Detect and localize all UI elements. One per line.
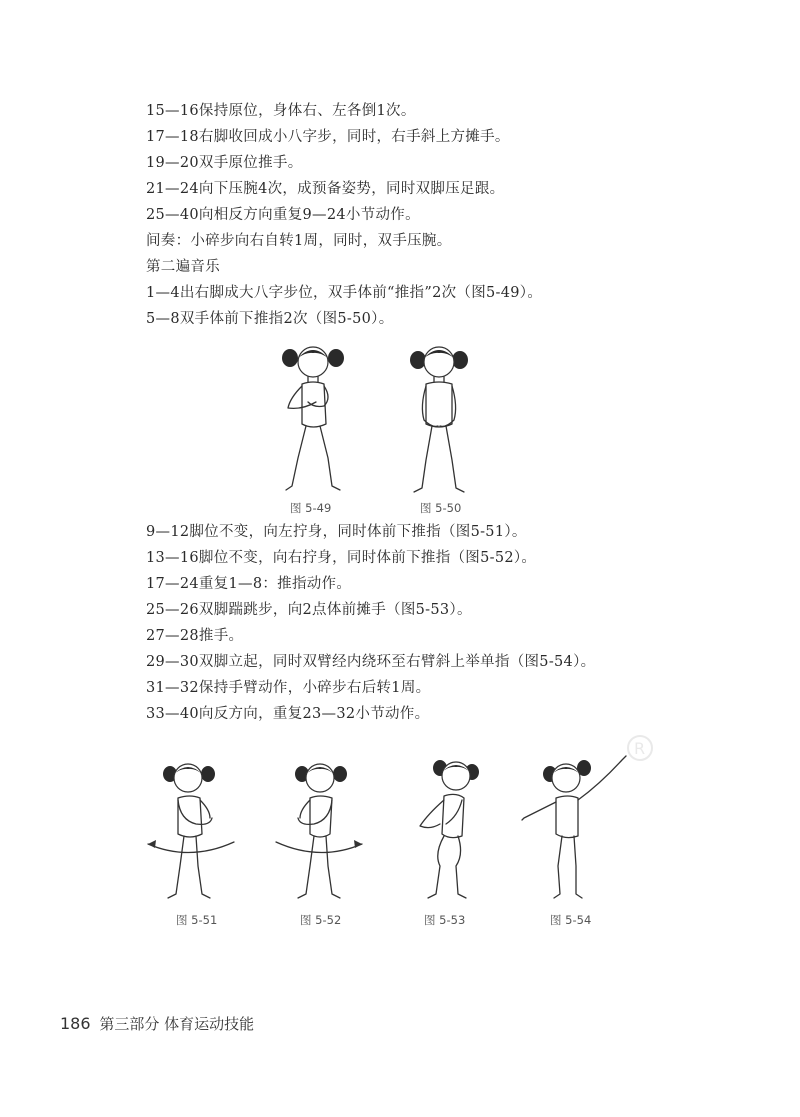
instruction-line: 31—32保持手臂动作，小碎步右后转1周。 (146, 680, 431, 696)
figure-5-49-illustration (268, 336, 358, 496)
instruction-list-part1 (146, 98, 746, 332)
figure-caption: 图 5-50 (420, 501, 462, 515)
figure-5-50-illustration (394, 336, 484, 496)
section-title: 第三部分 体育运动技能 (99, 1015, 255, 1033)
figure-5-51-illustration (140, 754, 240, 904)
instruction-line: 17—24重复1—8：推指动作。 (146, 576, 352, 592)
instruction-line: 15—16保持原位，身体右、左各倒1次。 (146, 103, 416, 119)
instruction-line: 21—24向下压腕4次，成预备姿势，同时双脚压足跟。 (146, 181, 505, 197)
instruction-line: 33—40向反方向，重复23—32小节动作。 (146, 706, 430, 722)
figure-caption: 图 5-54 (550, 913, 592, 927)
instruction-line: 29—30双脚立起，同时双臂经内绕环至右臂斜上举单指（图5-54）。 (146, 654, 596, 670)
figure-5-54-illustration (520, 754, 630, 904)
instruction-line: 13—16脚位不变，向右拧身，同时体前下推指（图5-52）。 (146, 550, 537, 566)
instruction-line: 19—20双手原位推手。 (146, 155, 303, 171)
instruction-line: 间奏：小碎步向右自转1周，同时，双手压腕。 (146, 233, 452, 249)
figure-5-52-illustration (270, 754, 370, 904)
svg-text:R: R (634, 739, 646, 758)
figure-caption: 图 5-49 (290, 501, 332, 515)
figure-caption: 图 5-51 (176, 913, 218, 927)
instruction-line: 25—26双脚踹跳步，向2点体前摊手（图5-53）。 (146, 602, 472, 618)
instruction-list-part2 (146, 519, 746, 727)
figure-caption: 图 5-53 (424, 913, 466, 927)
figure-caption: 图 5-52 (300, 913, 342, 927)
figure-5-53-illustration (400, 754, 500, 904)
section-heading: 第二遍音乐 (146, 259, 220, 275)
instruction-line: 25—40向相反方向重复9—24小节动作。 (146, 207, 420, 223)
page-footer (60, 1013, 254, 1034)
instruction-line: 27—28推手。 (146, 628, 244, 644)
instruction-line: 1—4出右脚成大八字步位，双手体前“推指”2次（图5-49）。 (146, 285, 543, 301)
instruction-line: 17—18右脚收回成小八字步，同时，右手斜上方摊手。 (146, 129, 510, 145)
instruction-line: 9—12脚位不变，向左拧身，同时体前下推指（图5-51）。 (146, 524, 527, 540)
instruction-line: 5—8双手体前下推指2次（图5-50）。 (146, 311, 394, 327)
page-number: 186 (60, 1014, 91, 1033)
